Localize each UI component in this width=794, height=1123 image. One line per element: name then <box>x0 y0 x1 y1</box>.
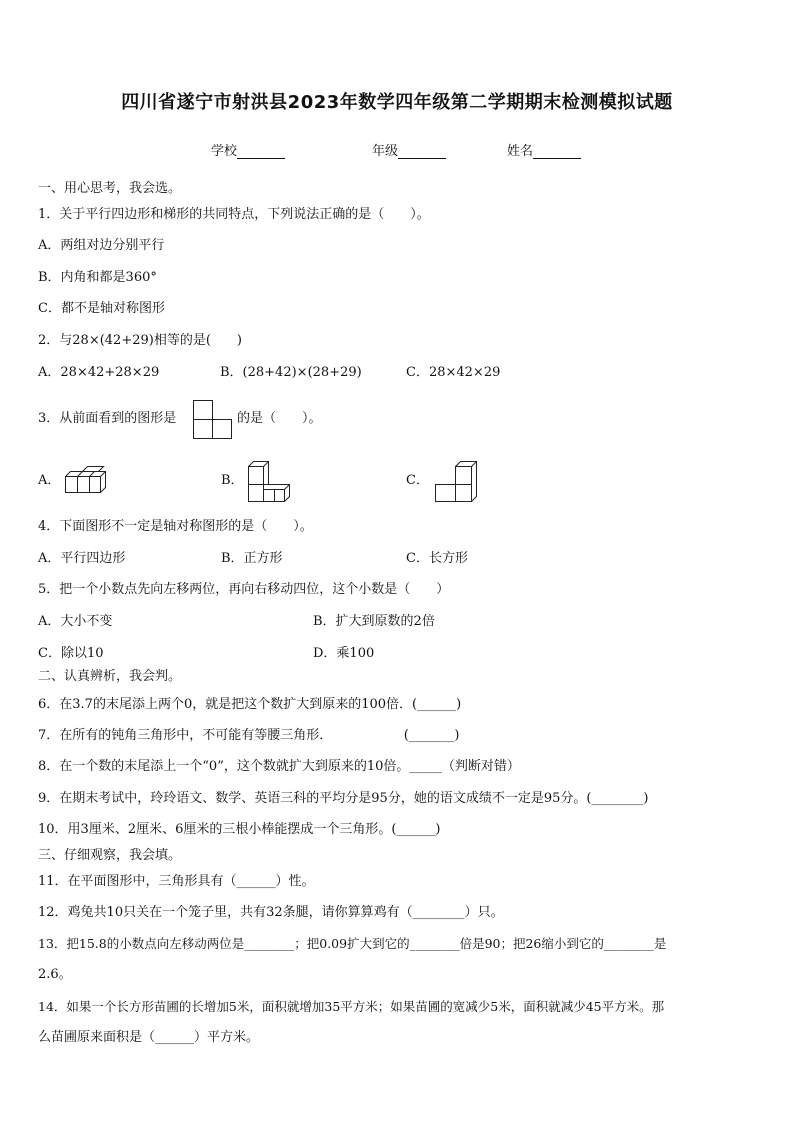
q5-option-d[interactable]: D．乘100 <box>313 646 375 661</box>
q12-statement[interactable]: 12．鸡兔共10只关在一个笼子里，共有32条腿，请你算算鸡有（________）只。 <box>38 905 504 920</box>
q3-option-c-cubes-figure <box>434 460 480 504</box>
q2-option-b[interactable]: B．(28+42)×(28+29) <box>220 365 362 380</box>
q4-option-c[interactable]: C．长方形 <box>406 551 468 566</box>
q3-option-a[interactable]: A． <box>38 473 61 488</box>
q4-option-a[interactable]: A．平行四边形 <box>38 551 126 566</box>
q8-statement[interactable]: 8．在一个数的末尾添上一个“0”，这个数就扩大到原来的10倍。_____（判断对错） <box>38 759 520 774</box>
q1-option-b[interactable]: B．内角和都是360° <box>38 270 157 285</box>
q4-option-b[interactable]: B．正方形 <box>221 551 283 566</box>
section-3-heading: 三、仔细观察，我会填。 <box>38 848 182 863</box>
q2-option-c[interactable]: C．28×42×29 <box>406 365 501 380</box>
name-blank[interactable] <box>533 144 581 159</box>
q3-stem-before: 3．从前面看到的图形是 <box>38 411 177 426</box>
school-label: 学校 <box>211 144 238 159</box>
q7-statement[interactable]: 7．在所有的钝角三角形中，不可能有等腰三角形． (_______) <box>38 728 460 743</box>
school-field <box>211 140 285 159</box>
q2-option-a[interactable]: A．28×42+28×29 <box>38 365 160 380</box>
q3-stem-after: 的是（ ）。 <box>237 411 322 426</box>
q5-option-b[interactable]: B．扩大到原数的2倍 <box>313 614 435 629</box>
q4-stem: 4．下面图形不一定是轴对称图形的是（ ）。 <box>38 519 313 534</box>
grade-field <box>372 140 446 159</box>
q14-line-1: 14．如果一个长方形苗圃的长增加5米，面积就增加35平方米；如果苗圃的宽减少5米，面积就减少45平方米。那 <box>38 999 665 1014</box>
grade-blank[interactable] <box>398 144 446 159</box>
q1-option-a[interactable]: A．两组对边分别平行 <box>38 238 165 253</box>
q5-option-c[interactable]: C．除以10 <box>38 646 104 661</box>
q9-statement[interactable]: 9．在期末考试中，玲玲语文、数学、英语三科的平均分是95分，她的语文成绩不一定是95分。(________) <box>38 791 649 806</box>
q13-line-2: 2.6。 <box>38 967 72 982</box>
q1-option-c[interactable]: C．都不是轴对称图形 <box>38 301 165 316</box>
section-2-heading: 二、认真辨析，我会判。 <box>38 669 182 684</box>
q3-option-b-cubes-figure <box>247 460 293 504</box>
page-title: 四川省遂宁市射洪县2023年数学四年级第二学期期末检测模拟试题 <box>121 92 673 113</box>
q1-stem: 1．关于平行四边形和梯形的共同特点，下列说法正确的是（ ）。 <box>38 207 430 222</box>
q14-line-2[interactable]: 么苗圃原来面积是（______）平方米。 <box>38 1030 260 1045</box>
q3-option-a-cubes-figure <box>64 466 108 498</box>
q13-line-1[interactable]: 13．把15.8的小数点向左移动两位是________；把0.09扩大到它的________倍是90；把26缩小到它的________是 <box>38 936 667 951</box>
q11-statement[interactable]: 11．在平面图形中，三角形具有（______）性。 <box>38 874 315 889</box>
front-view-figure <box>193 400 233 440</box>
school-blank[interactable] <box>237 144 285 159</box>
q10-statement[interactable]: 10．用3厘米、2厘米、6厘米的三根小棒能摆成一个三角形。(______) <box>38 822 441 837</box>
q5-stem: 5．把一个小数点先向左移两位，再向右移动四位，这个小数是（ ） <box>38 582 450 597</box>
q2-stem: 2．与28×(42+29)相等的是( ) <box>38 333 242 348</box>
name-label: 姓名 <box>507 144 534 159</box>
section-1-heading: 一、用心思考，我会选。 <box>38 181 182 196</box>
q5-option-a[interactable]: A．大小不变 <box>38 614 113 629</box>
q3-option-c[interactable]: C． <box>406 473 429 488</box>
name-field <box>507 140 581 159</box>
q3-option-b[interactable]: B． <box>221 473 244 488</box>
q6-statement[interactable]: 6．在3.7的末尾添上两个0，就是把这个数扩大到原来的100倍．(______) <box>38 697 462 712</box>
grade-label: 年级 <box>372 144 399 159</box>
